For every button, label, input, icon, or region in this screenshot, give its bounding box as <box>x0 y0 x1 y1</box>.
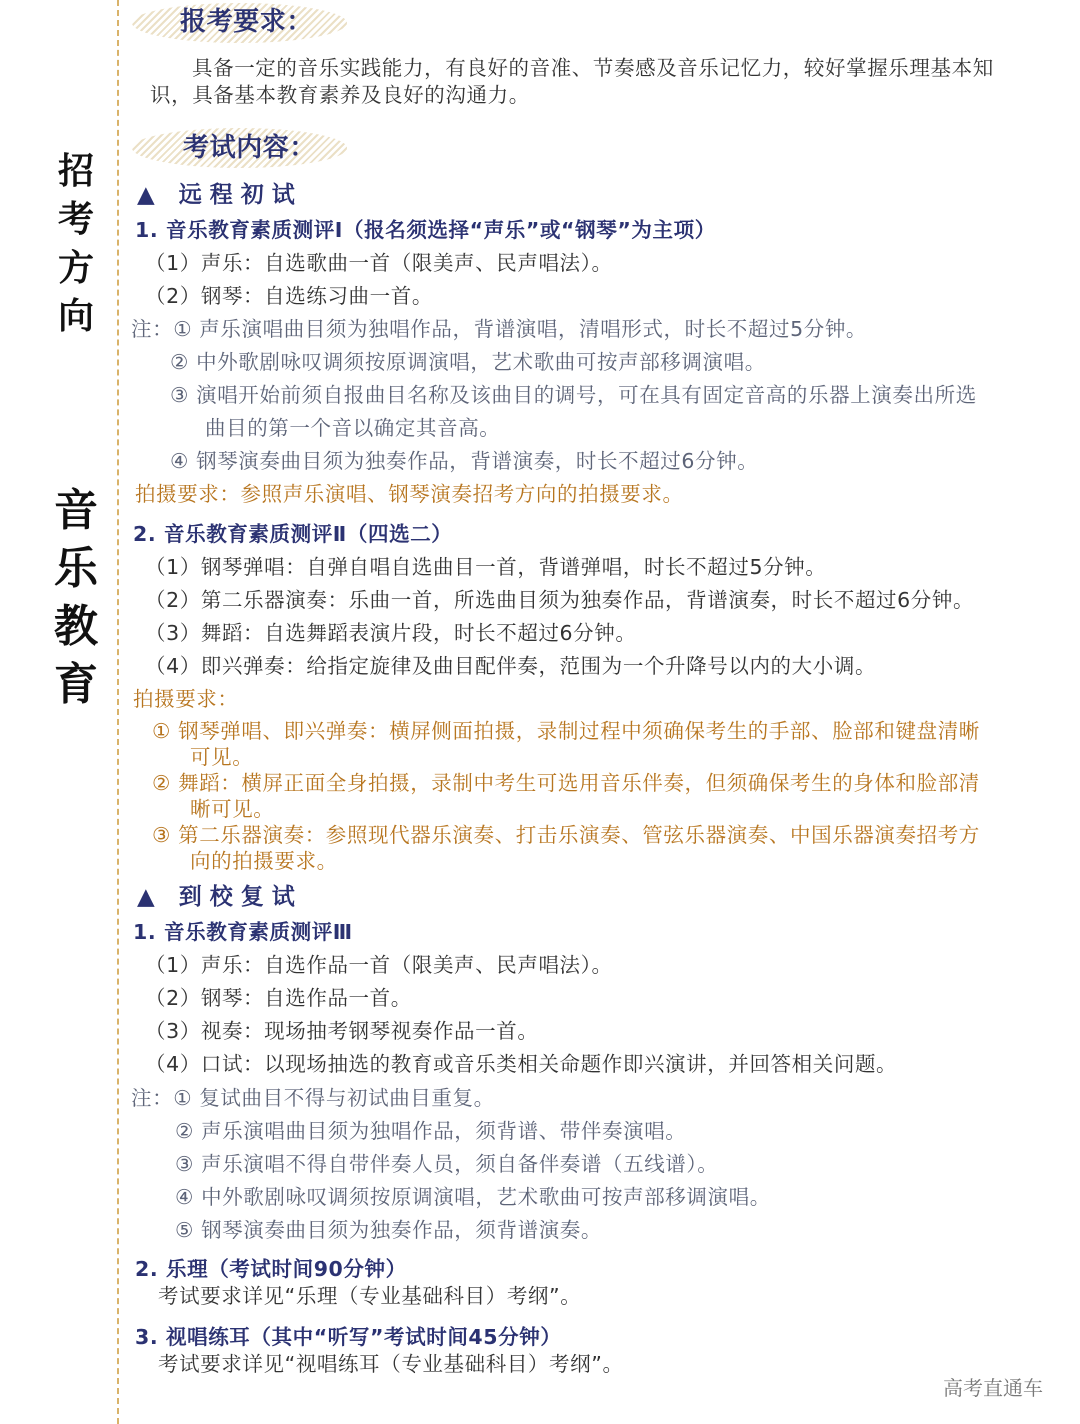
side-title-char: 乐 <box>54 543 98 594</box>
note-item: ② 中外歌剧咏叹调须按原调演唱，艺术歌曲可按声部移调演唱。 <box>170 350 766 374</box>
subsection-title: 2. 音乐教育素质测评Ⅱ（四选二） <box>133 522 453 546</box>
note-item: ④ 钢琴演奏曲目须为独奏作品，背谱演奏，时长不超过6分钟。 <box>170 449 759 473</box>
note-item: ② 声乐演唱曲目须为独唱作品，须背谱、带伴奏演唱。 <box>175 1119 687 1143</box>
dashed-divider <box>117 0 119 1424</box>
side-title-char: 方 <box>57 248 94 289</box>
subsection-title: 1. 音乐教育素质测评Ⅰ（报名须选择“声乐”或“钢琴”为主项） <box>135 218 716 242</box>
photo-requirement: ① 钢琴弹唱、即兴弹奏：横屏侧面拍摄，录制过程中须确保考生的手部、脸部和键盘清晰 <box>152 719 980 743</box>
photo-requirement: 可见。 <box>190 745 254 769</box>
list-item: （2）钢琴：自选练习曲一首。 <box>145 284 433 308</box>
photo-requirement: 晰可见。 <box>190 797 275 821</box>
side-title-char: 考 <box>57 199 94 240</box>
side-title-char: 招 <box>57 151 94 192</box>
photo-requirement-title: 拍摄要求： <box>133 687 239 711</box>
list-item: （3）舞蹈：自选舞蹈表演片段，时长不超过6分钟。 <box>145 621 637 645</box>
list-item: （4）即兴弹奏：给指定旋律及曲目配伴奏，范围为一个升降号以内的大小调。 <box>145 654 877 678</box>
note-item: ③ 声乐演唱不得自带伴奏人员，须自备伴奏谱（五线谱）。 <box>175 1152 719 1176</box>
subsection-title: 1. 音乐教育素质测评Ⅲ <box>133 920 353 944</box>
list-item: （2）第二乐器演奏：乐曲一首，所选曲目须为独奏作品，背谱演奏，时长不超过6分钟。 <box>145 588 975 612</box>
subsection-title: 2. 乐理（考试时间90分钟） <box>135 1257 407 1281</box>
list-item: （3）视奏：现场抽考钢琴视奏作品一首。 <box>145 1019 539 1043</box>
section-heading-content: 考试内容： <box>183 133 317 163</box>
photo-requirement: ③ 第二乐器演奏：参照现代器乐演奏、打击乐演奏、管弦乐器演奏、中国乐器演奏招考方 <box>152 823 980 847</box>
paragraph-line: 识，具备基本教育素养及良好的沟通力。 <box>150 83 530 107</box>
paragraph-line: 具备一定的音乐实践能力，有良好的音准、节奏感及音乐记忆力，较好掌握乐理基本知 <box>192 56 994 80</box>
list-item: （1）钢琴弹唱：自弹自唱自选曲目一首，背谱弹唱，时长不超过5分钟。 <box>145 555 827 579</box>
side-title-char: 育 <box>54 659 98 710</box>
subsection-title: 3. 视唱练耳（其中“听写”考试时间45分钟） <box>135 1325 562 1349</box>
photo-requirement: 向的拍摄要求。 <box>190 849 338 873</box>
note-item: 曲目的第一个音以确定其音高。 <box>205 416 501 440</box>
side-title-char: 教 <box>54 601 98 652</box>
photo-requirement: 拍摄要求：参照声乐演唱、钢琴演奏招考方向的拍摄要求。 <box>135 482 684 506</box>
list-item: （1）声乐：自选歌曲一首（限美声、民声唱法）。 <box>145 251 613 275</box>
paragraph-line: 考试要求详见“视唱练耳（专业基础科目）考纲”。 <box>158 1352 624 1376</box>
note-item: ③ 演唱开始前须自报曲目名称及该曲目的调号，可在具有固定音高的乐器上演奏出所选 <box>170 383 977 407</box>
watermark: 高考直通车 <box>943 1376 1043 1400</box>
list-item: （1）声乐：自选作品一首（限美声、民声唱法）。 <box>145 953 613 977</box>
note-item: 注：① 复试曲目不得与初试曲目重复。 <box>131 1086 495 1110</box>
section-heading-requirements: 报考要求： <box>180 7 314 37</box>
side-title-char: 向 <box>57 296 94 337</box>
note-item: ⑤ 钢琴演奏曲目须为独奏作品，须背谱演奏。 <box>175 1218 602 1242</box>
note-item: 注：① 声乐演唱曲目须为独唱作品，背谱演唱，清唱形式，时长不超过5分钟。 <box>131 317 868 341</box>
photo-requirement: ② 舞蹈：横屏正面全身拍摄，录制中考生可选用音乐伴奏，但须确保考生的身体和脸部清 <box>152 771 980 795</box>
stage-title-onsite: ▲ 到校复试 <box>137 884 303 910</box>
note-item: ④ 中外歌剧咏叹调须按原调演唱，艺术歌曲可按声部移调演唱。 <box>175 1185 771 1209</box>
stage-title-remote: ▲ 远程初试 <box>137 182 303 208</box>
list-item: （4）口试：以现场抽选的教育或音乐类相关命题作即兴演讲，并回答相关问题。 <box>145 1052 898 1076</box>
paragraph-line: 考试要求详见“乐理（专业基础科目）考纲”。 <box>158 1284 582 1308</box>
side-title-char: 音 <box>54 485 98 536</box>
list-item: （2）钢琴：自选作品一首。 <box>145 986 412 1010</box>
